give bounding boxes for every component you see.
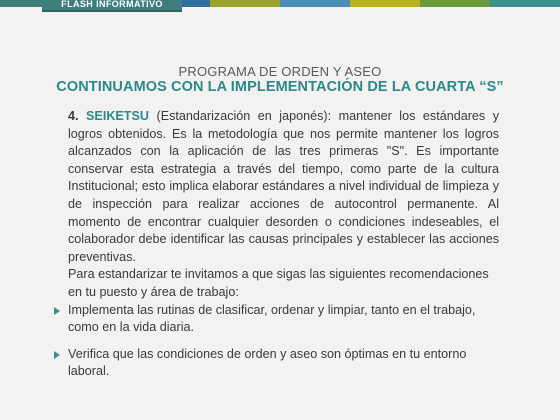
article-body xyxy=(68,108,499,390)
program-kicker: PROGRAMA DE ORDEN Y ASEO xyxy=(178,64,382,79)
page-title: CONTINUAMOS CON LA IMPLEMENTACIÓN DE LA CUARTA “S” xyxy=(56,79,504,95)
intro-paragraph: Para estandarizar te invitamos a que sigas las siguientes recomendaciones en tu puesto y área de trabajo: xyxy=(68,267,489,299)
color-bar-segment xyxy=(280,0,350,7)
section-paragraph xyxy=(68,108,499,266)
section-text: (Estandarización en japonés): mantener los estándares y logros obtenidos. Es la metodología que nos permite mantener los logros alcanzados con la aplicación de las tres primeras "S". Es importante conservar esta estrategia a través del tiempo, como parte de la cultura Institucional; esto implica elaborar estándares a nivel individual de limpieza y de inspección para realizar acciones de autocontrol permanente. Al momento de encontrar cualquier desorden o condiciones indeseables, el colaborador debe identificar las causas principales y establecer las acciones preventivas. xyxy=(68,109,499,264)
color-bar-segment xyxy=(490,0,560,7)
section-keyword: SEIKETSU xyxy=(86,109,149,123)
color-bar-segment xyxy=(210,0,280,7)
color-bar-segment xyxy=(350,0,420,7)
color-bar-segment xyxy=(420,0,490,7)
flash-informativo-tab: FLASH INFORMATIVO xyxy=(42,0,182,12)
list-item xyxy=(68,302,499,337)
list-item-text: Implementa las rutinas de clasificar, ordenar y limpiar, tanto en el trabajo, como en la vida diaria. xyxy=(68,302,476,335)
triangle-bullet-icon xyxy=(54,307,60,315)
list-item xyxy=(68,346,499,381)
section-number: 4. xyxy=(68,109,79,123)
list-item-text: Verifica que las condiciones de orden y aseo son óptimas en tu entorno laboral. xyxy=(68,346,467,379)
triangle-bullet-icon xyxy=(54,351,60,359)
